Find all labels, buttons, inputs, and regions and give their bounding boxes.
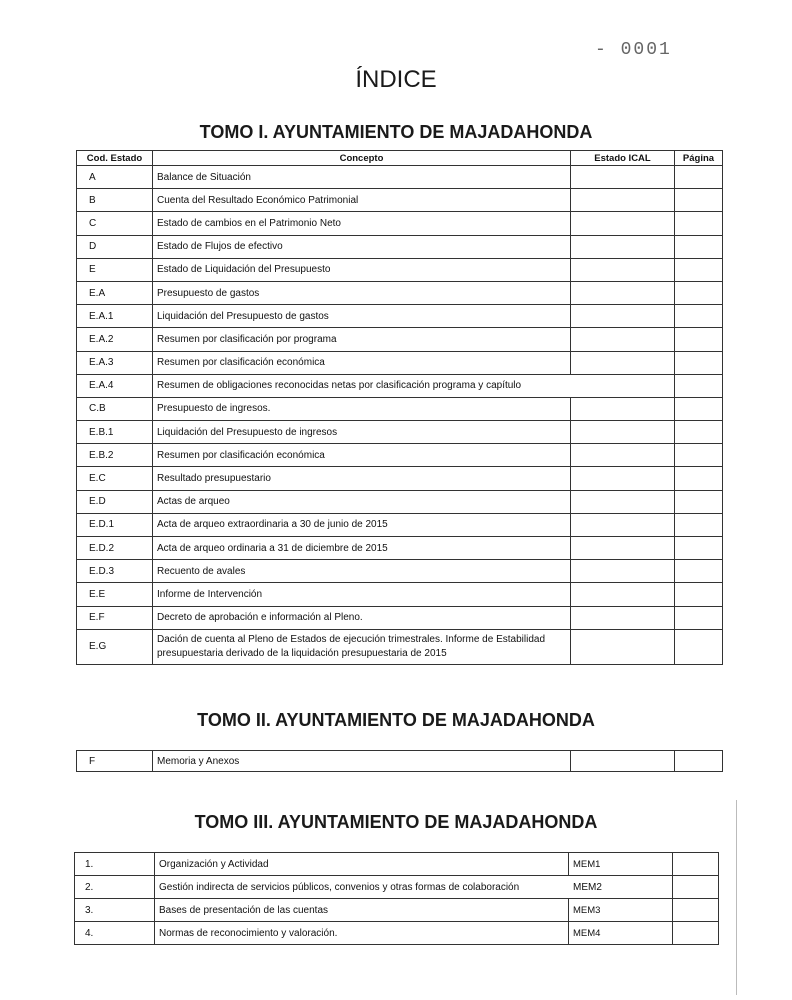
table-row	[77, 537, 723, 560]
row-page	[675, 751, 723, 772]
row-page	[675, 328, 723, 351]
row-concept: Decreto de aprobación e información al Pleno.	[153, 606, 571, 629]
row-code: E.D.1	[77, 513, 153, 536]
row-concept: Estado de Flujos de efectivo	[153, 235, 571, 258]
row-ical	[571, 421, 675, 444]
row-page	[675, 583, 723, 606]
table-row	[77, 583, 723, 606]
column-header-concept: Concepto	[153, 151, 571, 166]
row-concept: Resumen por clasificación por programa	[153, 328, 571, 351]
table-row	[77, 513, 723, 536]
row-concept: Dación de cuenta al Pleno de Estados de ejecución trimestrales. Informe de Estabilidad presupuestaria derivado de la liquidación presupuestaria de 2015	[153, 629, 571, 664]
row-ical: MEM1	[569, 853, 673, 876]
row-code: E.D	[77, 490, 153, 513]
table-row	[77, 467, 723, 490]
table-row	[75, 899, 719, 922]
table-row	[75, 922, 719, 945]
table-row	[77, 629, 723, 664]
row-code: 1.	[75, 853, 155, 876]
row-ical	[571, 444, 675, 467]
row-code: E.D.2	[77, 537, 153, 560]
row-page	[675, 467, 723, 490]
row-ical	[571, 305, 675, 328]
page-title: ÍNDICE	[355, 66, 437, 93]
table-row	[77, 328, 723, 351]
row-page	[675, 397, 723, 420]
row-page	[675, 258, 723, 281]
row-concept: Memoria y Anexos	[153, 751, 571, 772]
tomo-3-heading: TOMO III. AYUNTAMIENTO DE MAJADAHONDA	[194, 812, 598, 832]
row-code: E.A.4	[77, 374, 153, 397]
column-header-ical: Estado ICAL	[571, 151, 675, 166]
row-code: E.D.3	[77, 560, 153, 583]
row-concept: Estado de Liquidación del Presupuesto	[153, 258, 571, 281]
row-ical	[571, 258, 675, 281]
row-code: E.A.2	[77, 328, 153, 351]
row-page	[675, 629, 723, 664]
row-concept: Cuenta del Resultado Económico Patrimonial	[153, 189, 571, 212]
table-row	[77, 189, 723, 212]
row-ical: MEM2	[573, 882, 602, 893]
table-row	[77, 351, 723, 374]
row-ical: MEM3	[569, 899, 673, 922]
row-page	[675, 606, 723, 629]
row-code: E.B.1	[77, 421, 153, 444]
row-code: D	[77, 235, 153, 258]
table-row	[77, 397, 723, 420]
row-code: 3.	[75, 899, 155, 922]
row-code: E.G	[77, 629, 153, 664]
tomo-1-heading: TOMO I. AYUNTAMIENTO DE MAJADAHONDA	[199, 122, 593, 142]
row-ical	[571, 189, 675, 212]
row-ical	[571, 537, 675, 560]
row-ical	[571, 281, 675, 304]
row-concept: Liquidación del Presupuesto de gastos	[153, 305, 571, 328]
row-ical	[571, 751, 675, 772]
row-concept: Resumen de obligaciones reconocidas netas por clasificación programa y capítulo	[153, 374, 675, 397]
table-header-row	[77, 151, 723, 166]
row-page	[675, 513, 723, 536]
row-ical	[571, 629, 675, 664]
tomo-3-table	[74, 852, 719, 945]
row-page	[675, 305, 723, 328]
row-code: E.A	[77, 281, 153, 304]
row-ical	[571, 397, 675, 420]
table-row	[77, 421, 723, 444]
scan-edge-line	[736, 800, 737, 995]
tomo-2-table	[76, 750, 723, 772]
row-page	[675, 421, 723, 444]
table-row	[77, 490, 723, 513]
row-code: C.B	[77, 397, 153, 420]
row-concept: Presupuesto de ingresos.	[153, 397, 571, 420]
row-code: E.A.3	[77, 351, 153, 374]
row-code: B	[77, 189, 153, 212]
table-row	[77, 281, 723, 304]
row-ical	[571, 235, 675, 258]
row-concept	[155, 876, 673, 899]
row-ical	[571, 351, 675, 374]
row-concept: Recuento de avales	[153, 560, 571, 583]
row-ical	[571, 212, 675, 235]
row-page	[675, 212, 723, 235]
row-page	[675, 444, 723, 467]
row-concept: Acta de arqueo extraordinaria a 30 de junio de 2015	[153, 513, 571, 536]
row-page	[675, 374, 723, 397]
table-row	[77, 606, 723, 629]
row-concept: Resumen por clasificación económica	[153, 351, 571, 374]
row-code: E.B.2	[77, 444, 153, 467]
tomo-1-table	[76, 150, 723, 665]
row-ical	[571, 467, 675, 490]
row-code: E.A.1	[77, 305, 153, 328]
row-concept: Resultado presupuestario	[153, 467, 571, 490]
row-page	[673, 876, 719, 899]
table-row	[77, 235, 723, 258]
table-row	[77, 560, 723, 583]
column-header-page: Página	[675, 151, 723, 166]
row-ical	[571, 513, 675, 536]
row-ical: MEM4	[569, 922, 673, 945]
row-ical	[571, 560, 675, 583]
row-code: 2.	[75, 876, 155, 899]
row-ical	[571, 328, 675, 351]
row-ical	[571, 606, 675, 629]
row-page	[673, 899, 719, 922]
tomo-2-heading: TOMO II. AYUNTAMIENTO DE MAJADAHONDA	[197, 710, 595, 730]
row-code: 4.	[75, 922, 155, 945]
row-concept: Organización y Actividad	[155, 853, 569, 876]
row-page	[675, 537, 723, 560]
table-row	[77, 305, 723, 328]
table-row	[77, 258, 723, 281]
table-row	[77, 166, 723, 189]
row-code: E.C	[77, 467, 153, 490]
row-page	[673, 922, 719, 945]
row-concept-text: Gestión indirecta de servicios públicos, convenios y otras formas de colaboración	[159, 881, 520, 893]
row-concept: Actas de arqueo	[153, 490, 571, 513]
table-row	[75, 876, 719, 899]
table-row	[77, 751, 723, 772]
row-concept: Estado de cambios en el Patrimonio Neto	[153, 212, 571, 235]
row-concept: Presupuesto de gastos	[153, 281, 571, 304]
row-ical	[571, 583, 675, 606]
row-page	[675, 189, 723, 212]
row-code: A	[77, 166, 153, 189]
row-concept: Normas de reconocimiento y valoración.	[155, 922, 569, 945]
row-page	[675, 166, 723, 189]
row-code: E.F	[77, 606, 153, 629]
row-ical	[571, 166, 675, 189]
row-concept: Balance de Situación	[153, 166, 571, 189]
row-page	[673, 853, 719, 876]
row-ical	[571, 490, 675, 513]
table-row	[77, 444, 723, 467]
row-concept: Bases de presentación de las cuentas	[155, 899, 569, 922]
row-page	[675, 281, 723, 304]
row-code: F	[77, 751, 153, 772]
row-concept: Resumen por clasificación económica	[153, 444, 571, 467]
row-code: E	[77, 258, 153, 281]
table-row	[75, 853, 719, 876]
table-row	[77, 374, 723, 397]
row-concept: Liquidación del Presupuesto de ingresos	[153, 421, 571, 444]
table-row	[77, 212, 723, 235]
row-concept: Acta de arqueo ordinaria a 31 de diciembre de 2015	[153, 537, 571, 560]
row-concept: Informe de Intervención	[153, 583, 571, 606]
row-code: C	[77, 212, 153, 235]
row-page	[675, 560, 723, 583]
row-code: E.E	[77, 583, 153, 606]
row-page	[675, 235, 723, 258]
column-header-code: Cod. Estado	[77, 151, 153, 166]
row-page	[675, 490, 723, 513]
row-page	[675, 351, 723, 374]
page-number: - 0001	[595, 40, 672, 60]
